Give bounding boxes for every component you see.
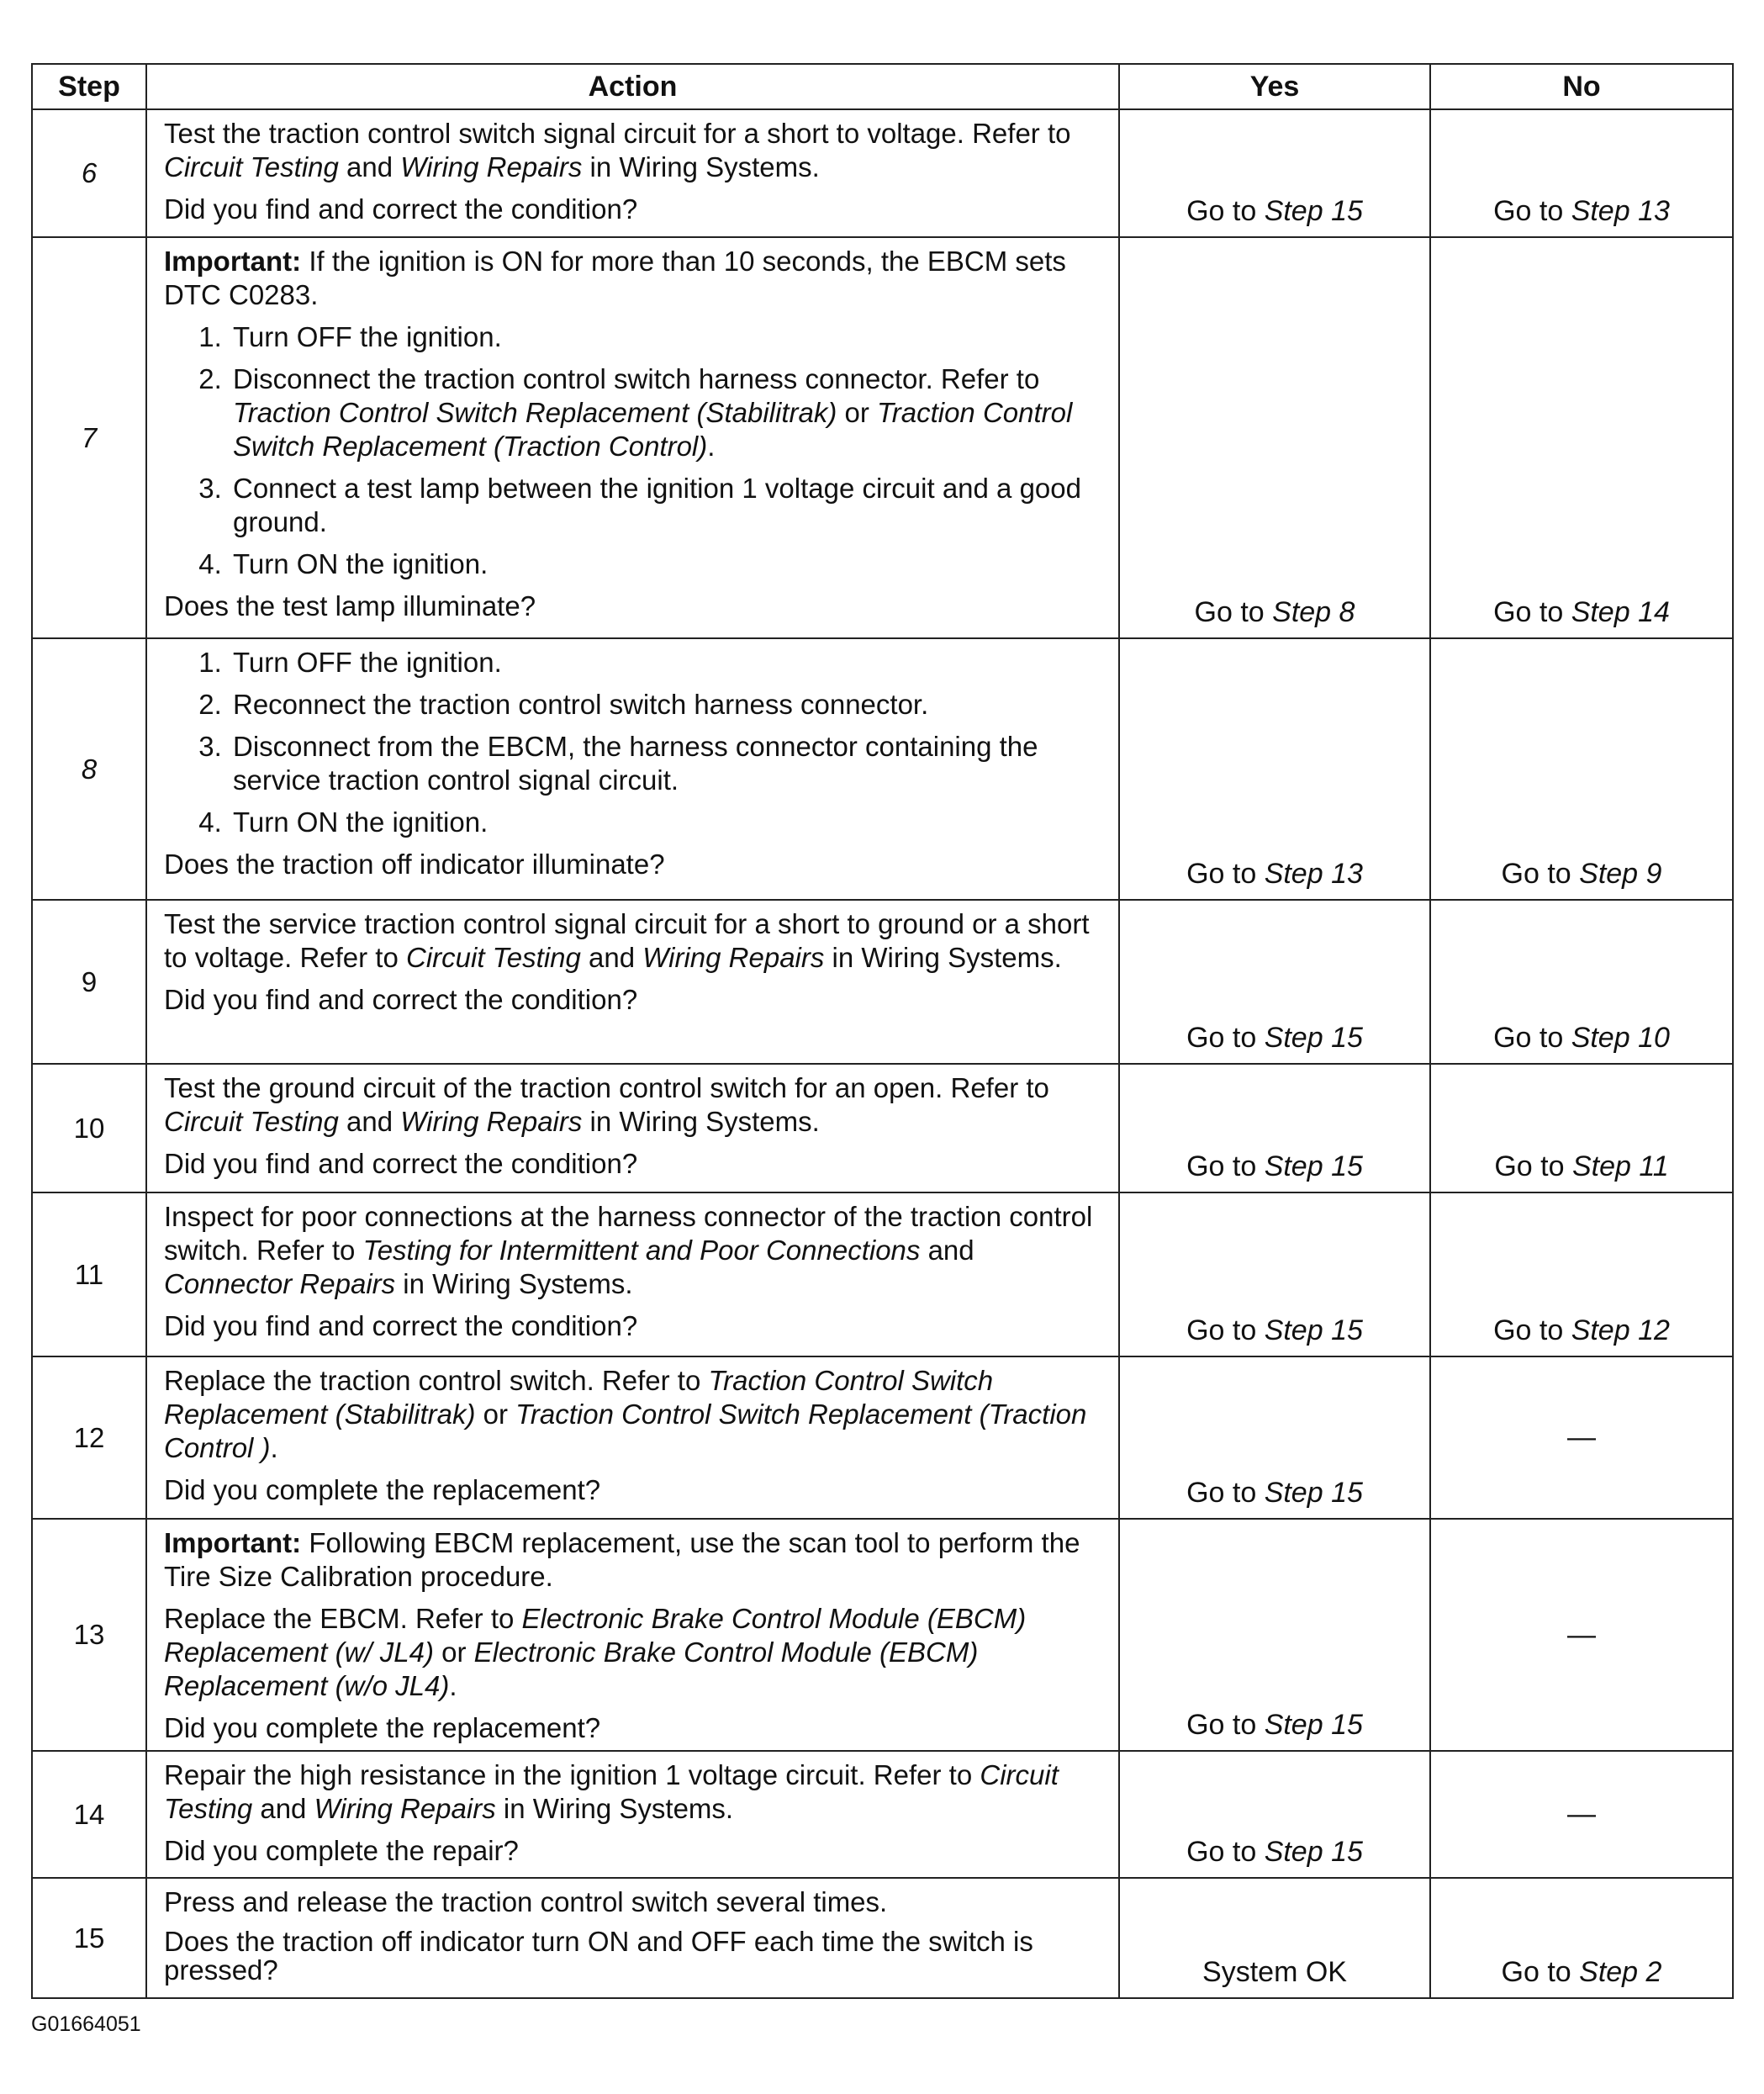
no-cell: Go to Step 10 [1430, 900, 1733, 1064]
no-cell: Go to Step 2 [1430, 1878, 1733, 1998]
action-cell [146, 237, 1119, 638]
list-item: 2. Disconnect the traction control switch harness connector. Refer to Traction Control Switch Replacement (Stabilitrak) or Traction Control Switch Replacement (Traction Control). [230, 362, 1106, 463]
yes-cell: Go to Step 15 [1119, 900, 1430, 1064]
yes-cell: Go to Step 15 [1119, 1751, 1430, 1878]
action-text: Inspect for poor connections at the harness connector of the traction control switch. Refer to Testing for Intermittent and Poor Connections and Connector Repairs in Wiring Systems. [164, 1201, 1093, 1299]
table-row [32, 1878, 1733, 1998]
action-text: Press and release the traction control switch several times. [164, 1886, 888, 1917]
action-text: Test the service traction control signal circuit for a short to ground or a short to voltage. Refer to Circuit Testing and Wiring Repairs in Wiring Systems. [164, 908, 1090, 973]
yes-cell: System OK [1119, 1878, 1430, 1998]
action-question: Does the traction off indicator illuminate? [164, 849, 665, 880]
table-row [32, 1192, 1733, 1356]
action-cell [146, 109, 1119, 237]
table-row [32, 237, 1733, 638]
action-text: Test the traction control switch signal circuit for a short to voltage. Refer to Circuit Testing and Wiring Repairs in Wiring Systems. [164, 118, 1071, 182]
table-row [32, 109, 1733, 237]
step-number: 13 [32, 1519, 146, 1751]
figure-code: G01664051 [31, 2012, 141, 2036]
action-cell [146, 1356, 1119, 1519]
important-note: Important: Following EBCM replacement, use the scan tool to perform the Tire Size Calibration procedure. [164, 1527, 1080, 1592]
action-question: Does the traction off indicator turn ON and OFF each time the switch is pressed? [164, 1926, 1033, 1986]
table-row [32, 1356, 1733, 1519]
table-row [32, 638, 1733, 900]
important-note: Important: If the ignition is ON for more than 10 seconds, the EBCM sets DTC C0283. [164, 246, 1066, 310]
list-item: 3. Connect a test lamp between the ignition 1 voltage circuit and a good ground. [230, 472, 1106, 539]
list-item: 1. Turn OFF the ignition. [230, 646, 1106, 679]
yes-cell: Go to Step 15 [1119, 1064, 1430, 1192]
action-question: Did you find and correct the condition? [164, 193, 638, 225]
step-number: 8 [32, 638, 146, 900]
yes-cell: Go to Step 15 [1119, 109, 1430, 237]
procedure-list [164, 646, 1106, 839]
no-cell: Go to Step 11 [1430, 1064, 1733, 1192]
action-question: Did you complete the replacement? [164, 1712, 601, 1743]
no-cell: — [1430, 1751, 1733, 1878]
action-cell [146, 1192, 1119, 1356]
step-number: 9 [32, 900, 146, 1064]
diagnostic-table [31, 63, 1734, 1999]
yes-cell: Go to Step 15 [1119, 1192, 1430, 1356]
no-cell: Go to Step 13 [1430, 109, 1733, 237]
yes-cell: Go to Step 15 [1119, 1519, 1430, 1751]
step-number: 14 [32, 1751, 146, 1878]
no-cell: — [1430, 1356, 1733, 1519]
action-question: Did you find and correct the condition? [164, 1148, 638, 1179]
step-number: 15 [32, 1878, 146, 1998]
step-number: 12 [32, 1356, 146, 1519]
action-question: Did you find and correct the condition? [164, 984, 638, 1015]
table-row [32, 1064, 1733, 1192]
step-number: 10 [32, 1064, 146, 1192]
step-number: 6 [32, 109, 146, 237]
no-cell: Go to Step 9 [1430, 638, 1733, 900]
step-number: 11 [32, 1192, 146, 1356]
action-text: Replace the traction control switch. Refer to Traction Control Switch Replacement (Stabilitrak) or Traction Control Switch Replacement (Traction Control ). [164, 1365, 1087, 1463]
yes-cell: Go to Step 8 [1119, 237, 1430, 638]
list-item: 4. Turn ON the ignition. [230, 806, 1106, 839]
action-cell [146, 1878, 1119, 1998]
header-no: No [1430, 64, 1733, 109]
step-number: 7 [32, 237, 146, 638]
action-cell [146, 1064, 1119, 1192]
header-row [32, 64, 1733, 109]
action-question: Does the test lamp illuminate? [164, 590, 536, 621]
list-item: 4. Turn ON the ignition. [230, 547, 1106, 581]
table-row [32, 1751, 1733, 1878]
list-item: 3. Disconnect from the EBCM, the harness connector containing the service traction control signal circuit. [230, 730, 1106, 797]
list-item: 2. Reconnect the traction control switch harness connector. [230, 688, 1106, 722]
action-text: Replace the EBCM. Refer to Electronic Brake Control Module (EBCM) Replacement (w/ JL4) or Electronic Brake Control Module (EBCM) Replacement (w/o JL4). [164, 1603, 1027, 1701]
no-cell: Go to Step 14 [1430, 237, 1733, 638]
header-step: Step [32, 64, 146, 109]
header-action: Action [146, 64, 1119, 109]
yes-cell: Go to Step 13 [1119, 638, 1430, 900]
no-cell: Go to Step 12 [1430, 1192, 1733, 1356]
action-text: Repair the high resistance in the ignition 1 voltage circuit. Refer to Circuit Testing and Wiring Repairs in Wiring Systems. [164, 1759, 1059, 1824]
action-cell [146, 1751, 1119, 1878]
action-question: Did you find and correct the condition? [164, 1310, 638, 1341]
header-yes: Yes [1119, 64, 1430, 109]
action-cell [146, 1519, 1119, 1751]
action-question: Did you complete the repair? [164, 1835, 519, 1866]
yes-cell: Go to Step 15 [1119, 1356, 1430, 1519]
action-text: Test the ground circuit of the traction control switch for an open. Refer to Circuit Testing and Wiring Repairs in Wiring Systems. [164, 1072, 1049, 1137]
table-row [32, 900, 1733, 1064]
action-cell [146, 900, 1119, 1064]
action-question: Did you complete the replacement? [164, 1474, 601, 1505]
list-item: 1. Turn OFF the ignition. [230, 320, 1106, 354]
table-row [32, 1519, 1733, 1751]
no-cell: — [1430, 1519, 1733, 1751]
action-cell [146, 638, 1119, 900]
procedure-list [164, 320, 1106, 581]
